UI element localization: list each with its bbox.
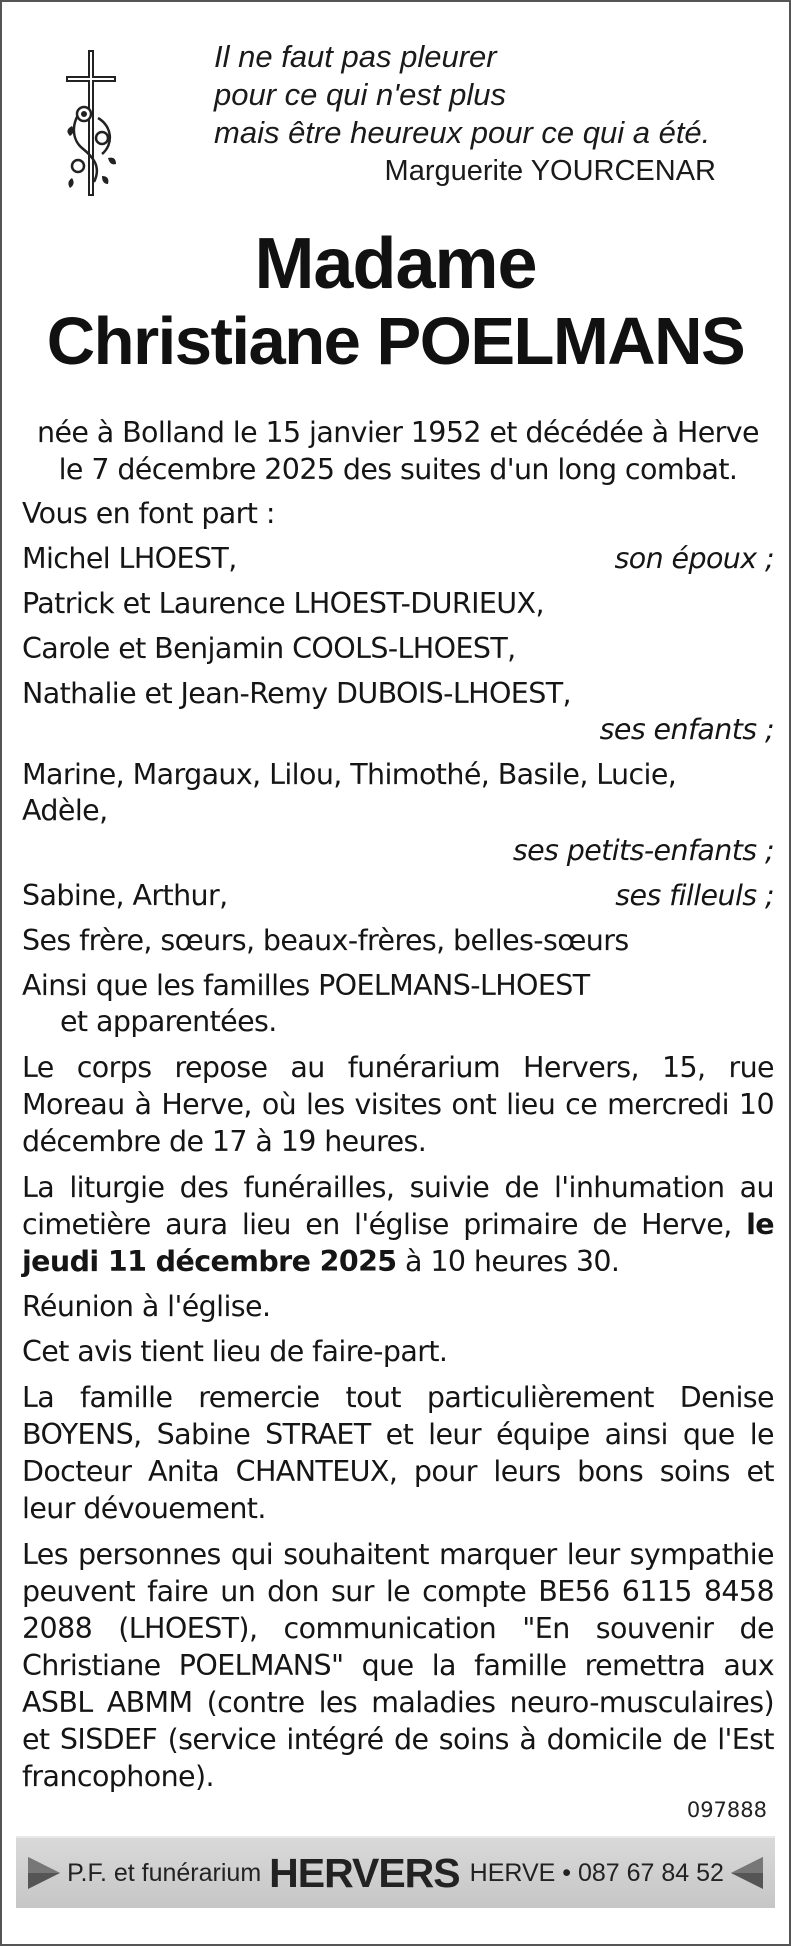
spouse-name: Michel LHOEST,	[22, 542, 237, 575]
godchildren-names: Sabine, Arthur,	[22, 879, 228, 912]
triangle-left-icon	[727, 1853, 767, 1893]
quote-line: mais être heureux pour ce qui a été.	[214, 115, 711, 150]
liturgy-paragraph	[22, 1169, 774, 1280]
quote-line: Il ne faut pas pleurer	[214, 39, 497, 74]
quote	[214, 38, 774, 190]
grandchildren-relation: ses petits-enfants ;	[512, 834, 774, 867]
child-line: Nathalie et Jean-Remy DUBOIS-LHOEST,	[22, 677, 571, 710]
funeral-home-contact: HERVE • 087 67 84 52	[469, 1858, 724, 1887]
birth-death-info	[22, 414, 774, 488]
intro-text: Vous en font part :	[22, 497, 275, 530]
children-relation: ses enfants ;	[599, 713, 774, 746]
quote-line: pour ce qui n'est plus	[214, 77, 506, 112]
funeral-home-brand: HERVERS	[269, 1849, 460, 1896]
triangle-right-icon	[24, 1853, 64, 1893]
liturgy-text: La liturgie des funérailles, suivie de l'inhumation au cimetière aura lieu en l'église primaire de Herve,	[22, 1171, 774, 1241]
reference-number: 097888	[686, 1798, 767, 1822]
quote-author: Marguerite YOURCENAR	[384, 155, 716, 187]
families-line-2: et apparentées.	[60, 1005, 277, 1038]
title-salutation: Madame	[254, 224, 537, 304]
child-line: Carole et Benjamin COOLS-LHOEST,	[22, 632, 516, 665]
families-line: Ainsi que les familles POELMANS-LHOEST	[22, 969, 590, 1002]
funeral-home-banner	[16, 1836, 775, 1908]
godchildren-row	[22, 878, 774, 914]
thanks-paragraph: La famille remercie tout particulièrement Denise BOYENS, Sabine STRAET et leur équipe ainsi que le Docteur Anita CHANTEUX, pour leurs bons soins et leur dévouement.	[22, 1381, 774, 1525]
notice-body	[22, 414, 774, 1804]
notice-text: Cet avis tient lieu de faire-part.	[22, 1335, 448, 1368]
liturgy-time: à 10 heures 30.	[396, 1245, 620, 1278]
funeral-home-prefix: P.F. et funérarium	[67, 1858, 262, 1887]
godchildren-relation: ses filleuls ;	[615, 879, 774, 912]
cross-with-roses-icon	[58, 48, 124, 198]
birth-line: née à Bolland le 15 janvier 1952 et décédée à Herve	[36, 416, 759, 449]
spouse-relation: son époux ;	[614, 542, 774, 575]
donation-paragraph: Les personnes qui souhaitent marquer leur sympathie peuvent faire un don sur le compte BE56 6115 8458 2088 (LHOEST), communication "En souvenir de Christiane POELMANS" que la famille remettra aux ASBL ABMM (contre les maladies neuro-musculaires) et SISDEF (service intégré de soins à domicile de l'Est francophone).	[22, 1538, 774, 1793]
siblings-line: Ses frère, sœurs, beaux-frères, belles-sœurs	[22, 924, 629, 957]
child-line: Patrick et Laurence LHOEST-DURIEUX,	[22, 587, 544, 620]
grandchildren-line: Marine, Margaux, Lilou, Thimothé, Basile, Lucie,	[22, 758, 677, 791]
spouse-row	[22, 541, 774, 577]
death-line: le 7 décembre 2025 des suites d'un long combat.	[58, 453, 738, 486]
visit-paragraph: Le corps repose au funérarium Hervers, 15, rue Moreau à Herve, où les visites ont lieu ce mercredi 10 décembre de 17 à 19 heures.	[22, 1051, 774, 1158]
liturgy-date: le jeudi 11 décembre 2025	[22, 1208, 774, 1278]
deceased-name: Christiane POELMANS	[46, 304, 745, 379]
grandchildren-line: Adèle,	[22, 794, 108, 827]
reunion-text: Réunion à l'église.	[22, 1290, 271, 1323]
